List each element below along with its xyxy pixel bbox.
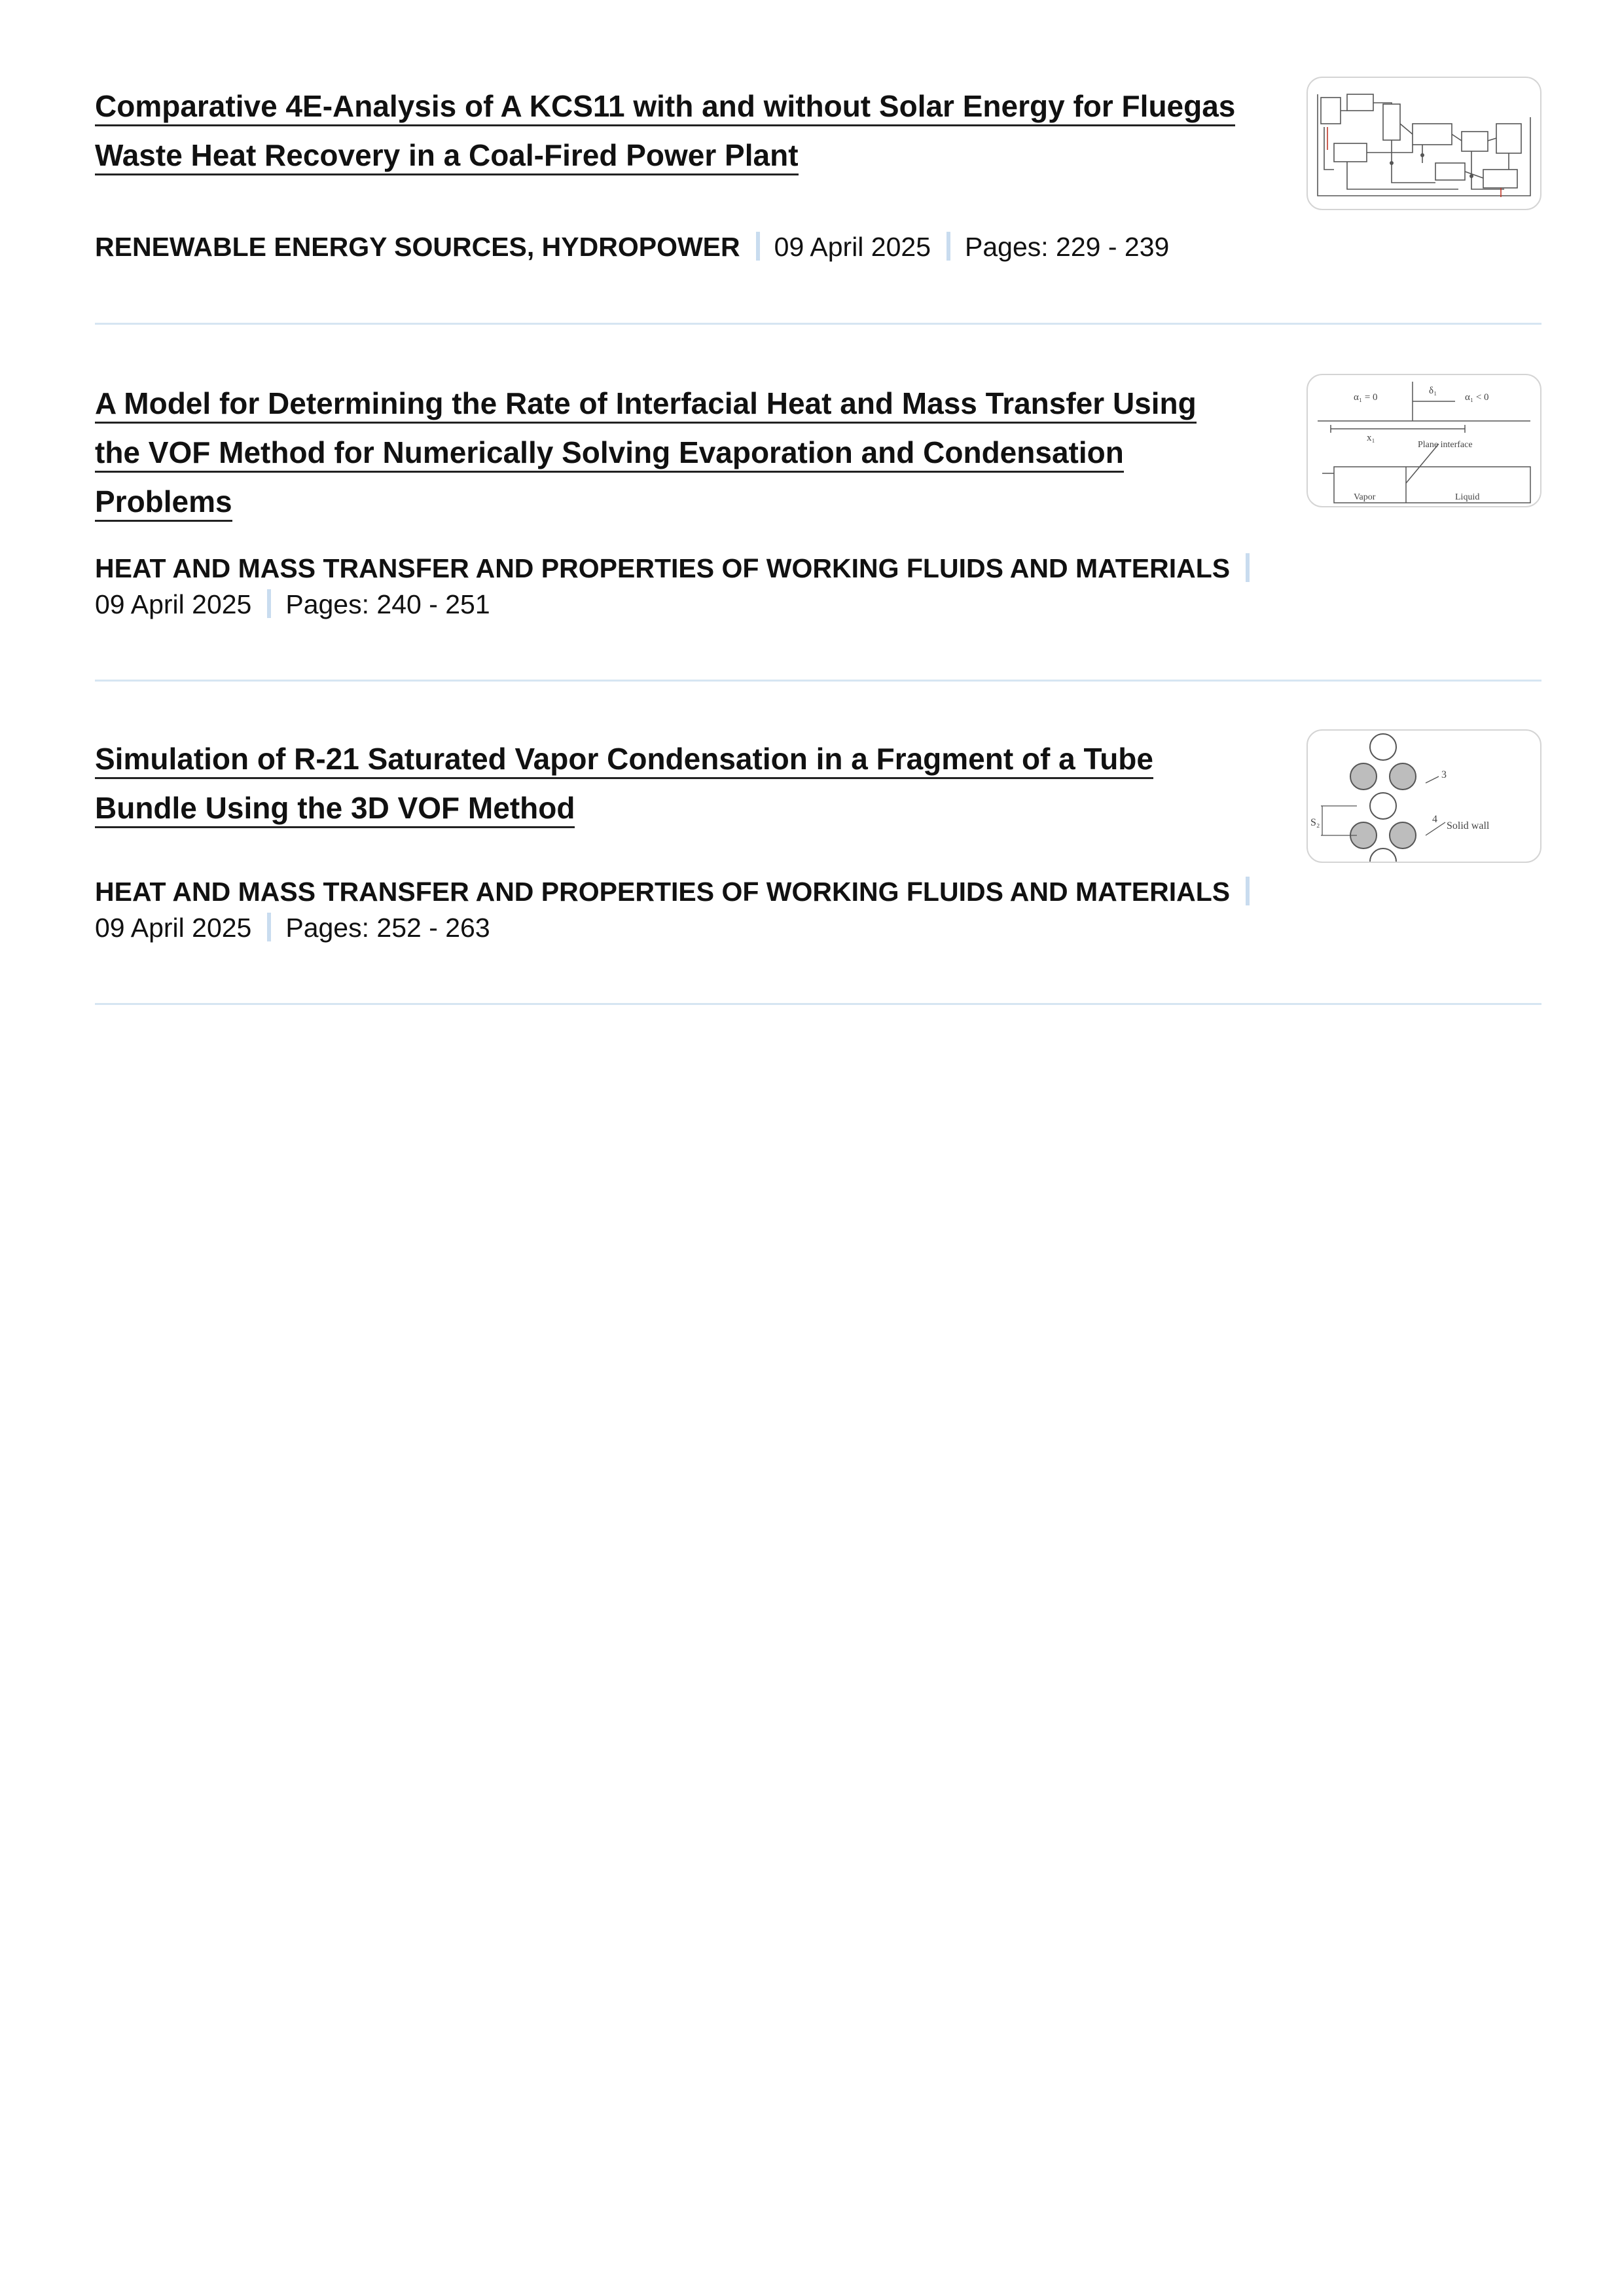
diagram-label: x₁ [1367, 433, 1375, 443]
article-divider [95, 1003, 1541, 1005]
diagram-label: α₁ = 0 [1354, 392, 1378, 403]
meta-separator [267, 913, 271, 941]
power-plant-schematic-thumbnail[interactable] [1307, 77, 1541, 210]
article-meta [95, 874, 1378, 946]
article-title [95, 735, 1247, 833]
article-pages: Pages: 229 - 239 [965, 232, 1170, 262]
article-title-link[interactable]: Comparative 4E-Analysis of A KCS11 with and without Solar Energy for Fluegas Waste Heat Recovery in a Coal-Fired Power Plant [95, 89, 1235, 175]
article-date: 09 April 2025 [95, 913, 252, 943]
diagram-label: Liquid [1455, 492, 1480, 502]
article-pages: Pages: 252 - 263 [285, 913, 490, 943]
diagram-label: δ₁ [1429, 386, 1437, 396]
article-divider [95, 680, 1541, 682]
article-title-link[interactable]: A Model for Determining the Rate of Interfacial Heat and Mass Transfer Using the VOF Method for Numerically Solving Evaporation and Condensation Problems [95, 386, 1197, 522]
meta-separator [946, 232, 950, 261]
diagram-label: α₁ < 0 [1465, 392, 1489, 403]
article-title [95, 82, 1247, 180]
tube-bundle-diagram-thumbnail[interactable] [1307, 729, 1541, 863]
article-title [95, 379, 1247, 526]
meta-separator [1246, 877, 1250, 905]
article-pages: Pages: 240 - 251 [285, 589, 490, 619]
meta-separator [756, 232, 760, 261]
diagram-label: 4 [1432, 814, 1437, 825]
article-section[interactable]: HEAT AND MASS TRANSFER AND PROPERTIES OF WORKING FLUIDS AND MATERIALS [95, 877, 1231, 907]
article-title-link[interactable]: Simulation of R-21 Saturated Vapor Condensation in a Fragment of a Tube Bundle Using the 3D VOF Method [95, 742, 1153, 828]
article-section[interactable]: HEAT AND MASS TRANSFER AND PROPERTIES OF WORKING FLUIDS AND MATERIALS [95, 553, 1231, 583]
diagram-label: S₂ [1310, 817, 1320, 828]
article-divider [95, 323, 1541, 325]
article-date: 09 April 2025 [95, 589, 252, 619]
article-section[interactable]: RENEWABLE ENERGY SOURCES, HYDROPOWER [95, 232, 740, 262]
vof-interface-diagram-thumbnail[interactable] [1307, 374, 1541, 507]
diagram-label: Solid wall [1447, 820, 1490, 831]
meta-separator [267, 589, 271, 618]
diagram-label: Plane interface [1418, 440, 1473, 450]
meta-separator [1246, 553, 1250, 582]
article-meta [95, 229, 1378, 265]
article-date: 09 April 2025 [774, 232, 931, 262]
diagram-label: Vapor [1354, 492, 1376, 502]
article-meta [95, 551, 1378, 623]
diagram-label: 3 [1441, 769, 1447, 780]
